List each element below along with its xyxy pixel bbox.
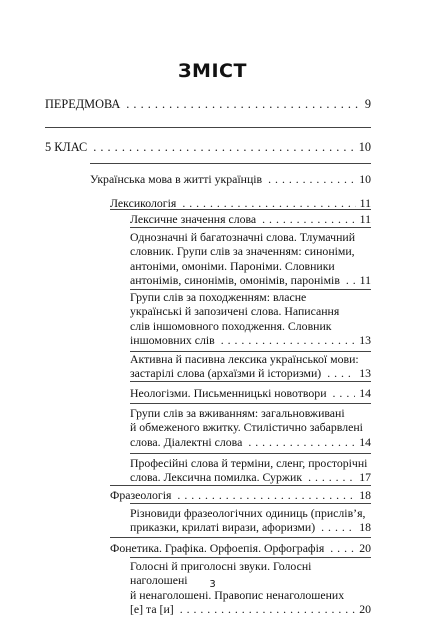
dot-leader — [333, 386, 356, 400]
section-divider — [130, 227, 371, 228]
toc-entry-line: Групи слів за вживанням: загальновживані — [130, 406, 345, 420]
toc-page-number: 14 — [359, 386, 371, 400]
toc-entry-line: українські й запозичені слова. Написання — [130, 304, 340, 319]
section-divider — [130, 453, 371, 454]
toc-entry-neologisms[interactable] — [130, 386, 371, 400]
toc-page-number: 14 — [359, 434, 371, 449]
section-divider — [130, 381, 371, 382]
toc-entry-title: приказки, крилаті вирази, афоризми) — [130, 520, 316, 535]
toc-page-number: 11 — [359, 212, 371, 226]
toc-page-number: 9 — [364, 97, 371, 111]
toc-entry-title: Лексикологія — [110, 196, 177, 210]
toc-entry-grade-5[interactable] — [45, 140, 371, 154]
dot-leader — [180, 602, 356, 616]
section-divider — [110, 537, 371, 538]
toc-entry-line: антоніми, омоніми. Пароніми. Словники — [130, 258, 335, 273]
dot-leader — [308, 470, 355, 484]
toc-entry-word-groups-meaning[interactable] — [130, 230, 371, 287]
dot-leader — [221, 333, 355, 347]
toc-entry-phonetics[interactable] — [110, 541, 371, 555]
section-divider — [110, 485, 371, 486]
toc-entry-title: Лексичне значення слова — [130, 212, 257, 226]
toc-entry-line: й обмеженого вжитку. Стилістично забарвлені — [130, 420, 363, 435]
toc-entry-title: застарілі слова (архаїзми й історизми) — [130, 366, 322, 381]
dot-leader — [177, 488, 355, 502]
toc-entry-title: слова. Лексична помилка. Суржик — [130, 470, 303, 485]
section-divider — [45, 127, 371, 128]
section-divider — [110, 209, 371, 210]
toc-entry-title: антонімів, синонімів, омонімів, паронімів — [130, 272, 340, 287]
toc-entry-title: [е] та [и] — [130, 601, 174, 616]
toc-page-number: 13 — [359, 332, 371, 347]
toc-entry-foreword[interactable] — [45, 97, 371, 111]
toc-page-number: 18 — [359, 488, 371, 502]
dot-leader — [321, 520, 355, 534]
toc-entry-phraseology[interactable] — [110, 488, 371, 502]
toc-entry-line: й ненаголошені. Правопис ненаголошених — [130, 587, 345, 602]
toc-entry-title: Фразеологія — [110, 488, 172, 502]
toc-entry-professional-words[interactable] — [130, 456, 371, 485]
dot-leader — [262, 212, 355, 226]
toc-entry-line: словник. Групи слів за значенням: синоніми, — [130, 244, 355, 259]
toc-entry-line: слів іншомовного походження. Словник — [130, 318, 332, 333]
section-divider — [90, 163, 371, 164]
dot-leader — [93, 140, 354, 154]
toc-entry-line: Різновиди фразеологічних одиниць (прислів’я, — [130, 506, 366, 520]
toc-entry-word-usage-groups[interactable] — [130, 406, 371, 449]
toc-page-number: 18 — [359, 520, 371, 535]
toc-page-number: 11 — [359, 272, 371, 287]
dot-leader — [346, 273, 356, 287]
section-divider — [130, 557, 371, 558]
dot-leader — [330, 541, 355, 555]
toc-entry-title: слова. Діалектні слова — [130, 434, 243, 449]
toc-entry-word-origin[interactable] — [130, 290, 371, 347]
section-divider — [130, 503, 371, 504]
toc-page-number: 13 — [359, 366, 371, 381]
dot-leader — [248, 435, 355, 449]
page-title: ЗМІСТ — [178, 60, 247, 82]
toc-entry-title: Фонетика. Графіка. Орфоепія. Орфографія — [110, 541, 325, 555]
toc-entry-title: 5 КЛАС — [45, 140, 88, 154]
toc-entry-line: Професійні слова й терміни, сленг, просторічні — [130, 456, 368, 470]
toc-page-number: 11 — [359, 196, 371, 210]
toc-page-number: 17 — [359, 470, 371, 485]
toc-entry-line: Голосні й приголосні звуки. Голосні наголошені — [130, 559, 312, 588]
toc-page-number: 20 — [359, 601, 371, 616]
toc-page-number: 20 — [359, 541, 371, 555]
toc-page-number: 10 — [359, 172, 371, 186]
toc-entry-title: Українська мова в житті українців — [90, 172, 263, 186]
toc-entry-title: Неологізми. Письменницькі новотвори — [130, 386, 327, 400]
toc-entry-ukrainian-language[interactable] — [90, 172, 371, 186]
dot-leader — [126, 97, 361, 111]
toc-entry-phraseological-units[interactable] — [130, 506, 371, 535]
toc-entry-line: Активна й пасивна лексика української мови: — [130, 352, 359, 366]
page-number: 3 — [209, 579, 216, 590]
dot-leader — [327, 366, 355, 380]
toc-entry-title: іншомовних слів — [130, 332, 215, 347]
toc-entry-active-passive-lexicon[interactable] — [130, 352, 371, 381]
toc-entry-line: Групи слів за походженням: власне — [130, 290, 307, 304]
dot-leader — [268, 172, 355, 186]
toc-entry-title: ПЕРЕДМОВА — [45, 97, 121, 111]
toc-entry-line: Однозначні й багатозначні слова. Тлумачний — [130, 230, 356, 244]
toc-entry-lexical-meaning[interactable] — [130, 212, 371, 226]
section-divider — [130, 403, 371, 404]
toc-page-number: 10 — [358, 140, 371, 154]
